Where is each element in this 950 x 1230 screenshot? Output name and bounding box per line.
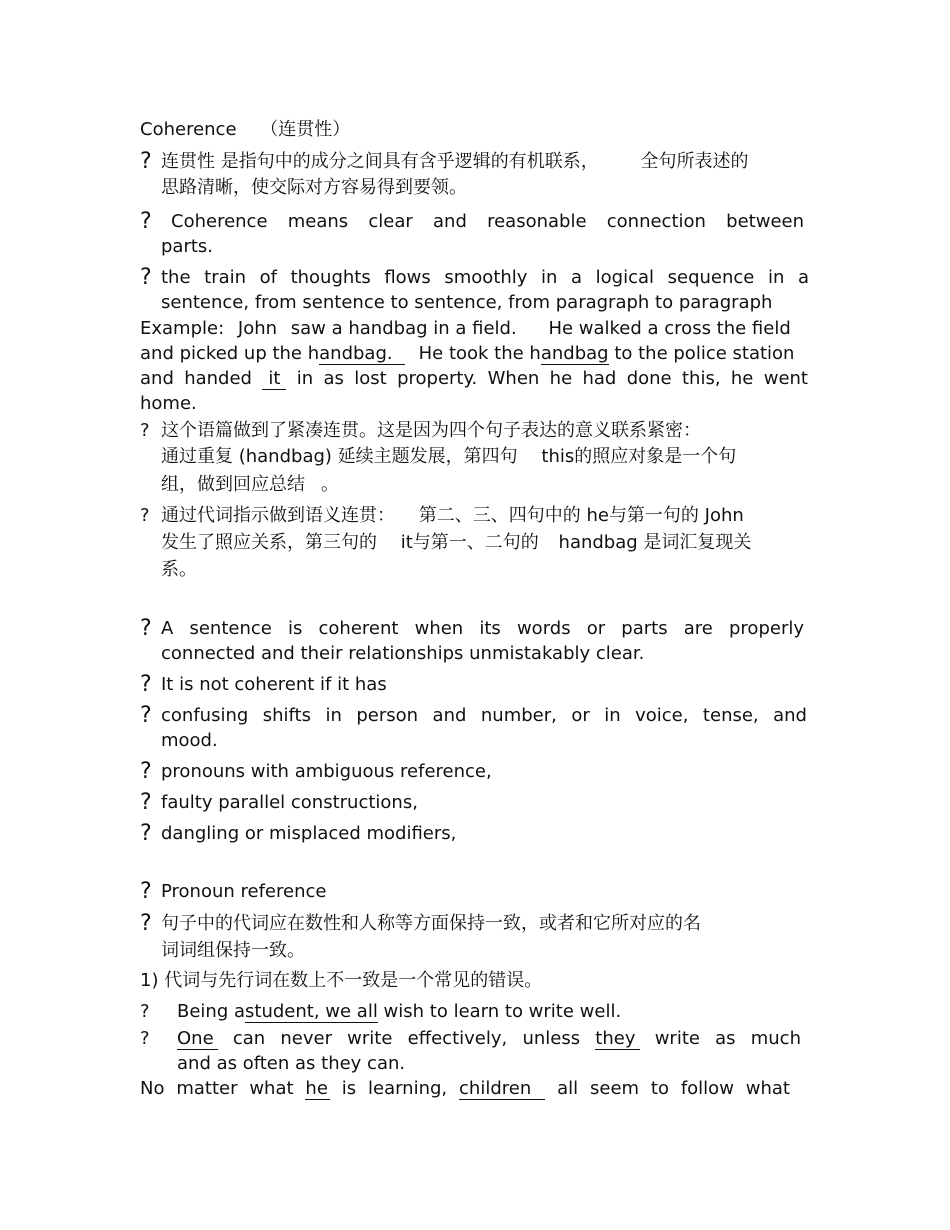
pronoun-rule-line2: 词词组保持一致。 (161, 940, 305, 961)
definition-zh-line2: 思路清晰，使交际对方容易得到要领。 (161, 177, 467, 198)
shifts-line2: mood. (161, 730, 218, 751)
pronouns-line: pronouns with ambiguous reference, (161, 761, 492, 782)
example-line4: home. (140, 393, 197, 414)
bullet-marker: ? (140, 759, 152, 784)
analysis2-line1: 通过代词指示做到语义连贯： 第二、三、四句中的 he与第一句的 John (161, 505, 744, 526)
bullet-marker: ? (140, 879, 152, 904)
bullet-marker: ? (140, 149, 152, 174)
analysis1-line3: 组，做到回应总结 。 (161, 474, 339, 495)
title-zh: （连贯性） (260, 119, 351, 140)
bullet-marker: ? (140, 1001, 150, 1022)
example3-line: No matter what he is learning, children all seem to follow what (140, 1078, 790, 1099)
example2-line2: and as often as they can. (177, 1053, 406, 1074)
title-en: Coherence (140, 119, 237, 140)
pronoun-heading: Pronoun reference (161, 881, 327, 902)
bullet-marker: ? (140, 790, 152, 815)
bullet-marker: ? (140, 911, 152, 936)
not-coherent-line: It is not coherent if it has (161, 674, 387, 695)
analysis1-line1: 这个语篇做到了紧凑连贯。这是因为四个句子表达的意义联系紧密： (161, 420, 701, 441)
example2-line1: One can never write effectively, unless they write as much (177, 1028, 801, 1049)
bullet-marker: ? (140, 821, 152, 846)
definition-en-line1: Coherence means clear and reasonable connection between (171, 211, 804, 232)
analysis2-line3: 系。 (161, 559, 197, 580)
definition-en-line2: parts. (161, 236, 214, 257)
modifiers-line: dangling or misplaced modifiers, (161, 823, 457, 844)
analysis1-line2: 通过重复 (handbag) 延续主题发展，第四句 this的照应对象是一个句 (161, 446, 737, 467)
point1-line: 1) 代词与先行词在数上不一致是一个常见的错误。 (140, 970, 543, 991)
bullet-marker: ? (140, 616, 152, 641)
definition-zh-line1: 连贯性 是指句中的成分之间具有含乎逻辑的有机联系， 全句所表述的 (161, 151, 749, 172)
bullet-marker: ? (140, 1028, 150, 1049)
bullet-marker: ? (140, 672, 152, 697)
bullet-marker: ? (140, 420, 150, 441)
example-line1: Example: John saw a handbag in a field. He walked a cross the field (140, 318, 791, 339)
shifts-line1: confusing shifts in person and number, or in voice, tense, and (161, 705, 807, 726)
pronoun-rule-line1: 句子中的代词应在数性和人称等方面保持一致，或者和它所对应的名 (161, 913, 701, 934)
example-line2: and picked up the handbag. He took the handbag to the police station (140, 343, 795, 364)
page-title (140, 118, 350, 142)
bullet-marker: ? (140, 265, 152, 290)
parallel-line: faulty parallel constructions, (161, 792, 418, 813)
train-line2: sentence, from sentence to sentence, from paragraph to paragraph (161, 292, 773, 313)
coherent-def-line1: A sentence is coherent when its words or parts are properly (161, 618, 804, 639)
train-line1: the train of thoughts flows smoothly in a logical sequence in a (161, 267, 809, 288)
example1-line: Being astudent, we all wish to learn to write well. (177, 1001, 622, 1022)
coherent-def-line2: connected and their relationships unmistakably clear. (161, 643, 645, 664)
bullet-marker: ? (140, 209, 152, 234)
example-line3: and handed it in as lost property. When he had done this, he went (140, 368, 808, 389)
bullet-marker: ? (140, 505, 150, 526)
analysis2-line2: 发生了照应关系，第三句的 it与第一、二句的 handbag 是词汇复现关 (161, 532, 752, 553)
bullet-marker: ? (140, 703, 152, 728)
